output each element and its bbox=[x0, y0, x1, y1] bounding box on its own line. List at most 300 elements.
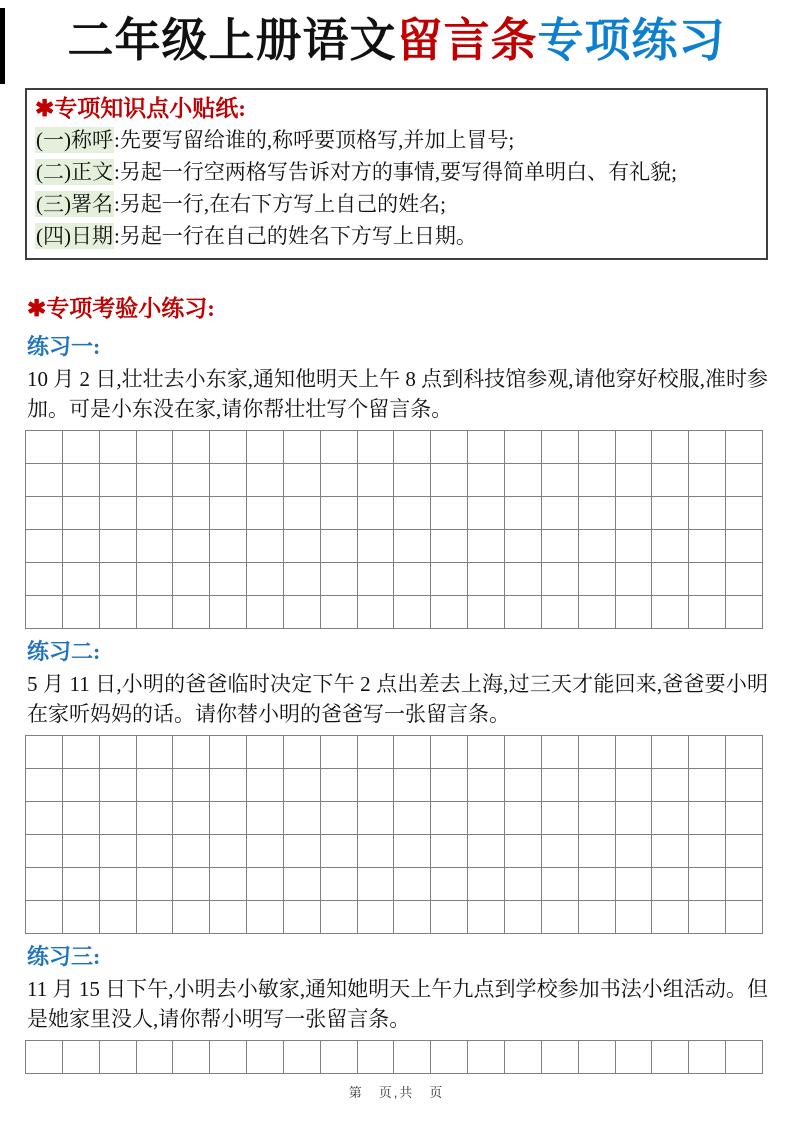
grid-cell[interactable] bbox=[615, 736, 652, 769]
tip-text: :先要写留给谁的,称呼要顶格写,并加上冒号; bbox=[114, 128, 515, 152]
grid-row bbox=[26, 596, 763, 629]
grid-cell[interactable] bbox=[247, 563, 284, 596]
grid-cell[interactable] bbox=[689, 901, 726, 934]
grid-cell[interactable] bbox=[689, 563, 726, 596]
grid-cell[interactable] bbox=[652, 1041, 689, 1074]
grid-cell[interactable] bbox=[173, 1041, 210, 1074]
grid-cell[interactable] bbox=[726, 431, 763, 464]
grid-cell[interactable] bbox=[283, 431, 320, 464]
tip-text: :另起一行在自己的姓名下方写上日期。 bbox=[114, 224, 477, 248]
grid-cell[interactable] bbox=[247, 868, 284, 901]
grid-cell[interactable] bbox=[320, 563, 357, 596]
grid-cell[interactable] bbox=[136, 431, 173, 464]
grid-cell[interactable] bbox=[99, 497, 136, 530]
exercise-label: 练习一: bbox=[27, 334, 101, 359]
grid-cell[interactable] bbox=[210, 901, 247, 934]
grid-cell[interactable] bbox=[357, 736, 394, 769]
grid-cell[interactable] bbox=[62, 530, 99, 563]
grid-cell[interactable] bbox=[615, 530, 652, 563]
grid-cell[interactable] bbox=[689, 835, 726, 868]
grid-cell[interactable] bbox=[173, 464, 210, 497]
grid-cell[interactable] bbox=[26, 431, 63, 464]
grid-cell[interactable] bbox=[468, 563, 505, 596]
tip-item bbox=[35, 124, 756, 156]
grid-cell[interactable] bbox=[210, 769, 247, 802]
grid-cell[interactable] bbox=[99, 431, 136, 464]
grid-cell[interactable] bbox=[726, 868, 763, 901]
grid-cell[interactable] bbox=[210, 497, 247, 530]
grid-cell[interactable] bbox=[99, 769, 136, 802]
grid-cell[interactable] bbox=[541, 530, 578, 563]
grid-cell[interactable] bbox=[468, 868, 505, 901]
grid-cell[interactable] bbox=[283, 464, 320, 497]
grid-cell[interactable] bbox=[394, 530, 431, 563]
grid-cell[interactable] bbox=[210, 530, 247, 563]
grid-cell[interactable] bbox=[320, 530, 357, 563]
grid-cell[interactable] bbox=[726, 464, 763, 497]
grid-cell[interactable] bbox=[615, 464, 652, 497]
grid-cell[interactable] bbox=[320, 1041, 357, 1074]
grid-cell[interactable] bbox=[504, 736, 541, 769]
grid-cell[interactable] bbox=[504, 802, 541, 835]
grid-cell[interactable] bbox=[541, 835, 578, 868]
grid-cell[interactable] bbox=[652, 596, 689, 629]
grid-cell[interactable] bbox=[468, 835, 505, 868]
grid-cell[interactable] bbox=[615, 431, 652, 464]
writing-grid[interactable] bbox=[25, 1040, 763, 1074]
grid-cell[interactable] bbox=[541, 497, 578, 530]
grid-cell[interactable] bbox=[99, 868, 136, 901]
grid-row bbox=[26, 901, 763, 934]
grid-cell[interactable] bbox=[173, 530, 210, 563]
writing-grid[interactable] bbox=[25, 430, 763, 629]
tip-item bbox=[35, 188, 756, 220]
grid-cell[interactable] bbox=[247, 835, 284, 868]
exercise-label: 练习二: bbox=[27, 639, 101, 664]
grid-cell[interactable] bbox=[468, 736, 505, 769]
grid-cell[interactable] bbox=[726, 901, 763, 934]
grid-cell[interactable] bbox=[504, 835, 541, 868]
grid-cell[interactable] bbox=[210, 464, 247, 497]
grid-cell[interactable] bbox=[578, 464, 615, 497]
grid-cell[interactable] bbox=[394, 901, 431, 934]
grid-cell[interactable] bbox=[541, 901, 578, 934]
grid-cell[interactable] bbox=[136, 563, 173, 596]
grid-cell[interactable] bbox=[578, 868, 615, 901]
grid-cell[interactable] bbox=[210, 736, 247, 769]
exercise-prompt: 10 月 2 日,壮壮去小东家,通知他明天上午 8 点到科技馆参观,请他穿好校服,准时参加。可是小东没在家,请你帮壮壮写个留言条。 bbox=[27, 367, 768, 421]
grid-cell[interactable] bbox=[283, 901, 320, 934]
grid-cell[interactable] bbox=[173, 769, 210, 802]
grid-cell[interactable] bbox=[247, 497, 284, 530]
grid-cell[interactable] bbox=[541, 736, 578, 769]
grid-cell[interactable] bbox=[431, 1041, 468, 1074]
grid-row bbox=[26, 736, 763, 769]
grid-cell[interactable] bbox=[394, 835, 431, 868]
grid-cell[interactable] bbox=[652, 802, 689, 835]
grid-cell[interactable] bbox=[726, 563, 763, 596]
grid-cell[interactable] bbox=[394, 596, 431, 629]
grid-cell[interactable] bbox=[431, 769, 468, 802]
grid-cell[interactable] bbox=[320, 736, 357, 769]
grid-cell[interactable] bbox=[99, 530, 136, 563]
grid-cell[interactable] bbox=[504, 1041, 541, 1074]
grid-cell[interactable] bbox=[136, 802, 173, 835]
grid-cell[interactable] bbox=[357, 596, 394, 629]
grid-cell[interactable] bbox=[652, 901, 689, 934]
grid-cell[interactable] bbox=[357, 497, 394, 530]
grid-cell[interactable] bbox=[578, 736, 615, 769]
grid-cell[interactable] bbox=[26, 769, 63, 802]
grid-cell[interactable] bbox=[394, 1041, 431, 1074]
grid-cell[interactable] bbox=[320, 868, 357, 901]
grid-cell[interactable] bbox=[247, 736, 284, 769]
grid-cell[interactable] bbox=[247, 901, 284, 934]
grid-cell[interactable] bbox=[62, 596, 99, 629]
grid-cell[interactable] bbox=[320, 802, 357, 835]
grid-cell[interactable] bbox=[357, 530, 394, 563]
grid-cell[interactable] bbox=[652, 563, 689, 596]
grid-cell[interactable] bbox=[652, 431, 689, 464]
grid-cell[interactable] bbox=[689, 497, 726, 530]
grid-cell[interactable] bbox=[210, 596, 247, 629]
grid-cell[interactable] bbox=[62, 497, 99, 530]
tip-label-highlight: (四)日期 bbox=[36, 224, 113, 248]
grid-cell[interactable] bbox=[136, 769, 173, 802]
grid-cell[interactable] bbox=[504, 769, 541, 802]
grid-cell[interactable] bbox=[173, 563, 210, 596]
grid-cell[interactable] bbox=[99, 563, 136, 596]
grid-cell[interactable] bbox=[689, 769, 726, 802]
grid-cell[interactable] bbox=[541, 431, 578, 464]
grid-cell[interactable] bbox=[431, 802, 468, 835]
grid-cell[interactable] bbox=[504, 868, 541, 901]
tip-label-highlight: (三)署名 bbox=[36, 192, 113, 216]
grid-cell[interactable] bbox=[652, 868, 689, 901]
grid-cell[interactable] bbox=[541, 464, 578, 497]
grid-row bbox=[26, 868, 763, 901]
grid-cell[interactable] bbox=[210, 1041, 247, 1074]
grid-cell[interactable] bbox=[652, 835, 689, 868]
grid-cell[interactable] bbox=[283, 596, 320, 629]
grid-cell[interactable] bbox=[431, 431, 468, 464]
grid-cell[interactable] bbox=[62, 802, 99, 835]
grid-cell[interactable] bbox=[283, 736, 320, 769]
grid-cell[interactable] bbox=[62, 431, 99, 464]
grid-cell[interactable] bbox=[173, 868, 210, 901]
grid-cell[interactable] bbox=[26, 802, 63, 835]
grid-cell[interactable] bbox=[578, 497, 615, 530]
practice-header: ✱专项考验小练习: bbox=[27, 296, 215, 321]
grid-row bbox=[26, 563, 763, 596]
grid-cell[interactable] bbox=[26, 736, 63, 769]
grid-cell[interactable] bbox=[320, 596, 357, 629]
grid-cell[interactable] bbox=[283, 497, 320, 530]
title-part-topic: 留言条 bbox=[396, 14, 538, 66]
grid-cell[interactable] bbox=[394, 563, 431, 596]
grid-cell[interactable] bbox=[247, 530, 284, 563]
grid-cell[interactable] bbox=[578, 802, 615, 835]
grid-cell[interactable] bbox=[26, 596, 63, 629]
grid-cell[interactable] bbox=[62, 464, 99, 497]
grid-cell[interactable] bbox=[283, 835, 320, 868]
grid-cell[interactable] bbox=[726, 802, 763, 835]
tip-label-highlight: (二)正文 bbox=[36, 160, 113, 184]
grid-cell[interactable] bbox=[468, 464, 505, 497]
grid-cell[interactable] bbox=[62, 835, 99, 868]
grid-cell[interactable] bbox=[615, 901, 652, 934]
grid-cell[interactable] bbox=[62, 868, 99, 901]
grid-cell[interactable] bbox=[173, 596, 210, 629]
grid-cell[interactable] bbox=[62, 1041, 99, 1074]
grid-cell[interactable] bbox=[578, 901, 615, 934]
grid-cell[interactable] bbox=[136, 497, 173, 530]
grid-cell[interactable] bbox=[504, 431, 541, 464]
grid-cell[interactable] bbox=[357, 431, 394, 464]
grid-cell[interactable] bbox=[652, 497, 689, 530]
grid-cell[interactable] bbox=[26, 1041, 63, 1074]
grid-cell[interactable] bbox=[320, 464, 357, 497]
grid-cell[interactable] bbox=[615, 835, 652, 868]
grid-cell[interactable] bbox=[468, 901, 505, 934]
tip-item bbox=[35, 220, 756, 252]
grid-cell[interactable] bbox=[173, 497, 210, 530]
page-title bbox=[0, 0, 793, 70]
grid-cell[interactable] bbox=[541, 563, 578, 596]
grid-cell[interactable] bbox=[689, 530, 726, 563]
grid-cell[interactable] bbox=[394, 497, 431, 530]
grid-cell[interactable] bbox=[504, 530, 541, 563]
grid-cell[interactable] bbox=[394, 431, 431, 464]
grid-cell[interactable] bbox=[431, 736, 468, 769]
grid-cell[interactable] bbox=[726, 769, 763, 802]
grid-cell[interactable] bbox=[210, 431, 247, 464]
grid-cell[interactable] bbox=[578, 596, 615, 629]
writing-grid[interactable] bbox=[25, 735, 763, 934]
grid-cell[interactable] bbox=[173, 901, 210, 934]
grid-cell[interactable] bbox=[62, 769, 99, 802]
grid-cell[interactable] bbox=[468, 530, 505, 563]
grid-cell[interactable] bbox=[504, 497, 541, 530]
grid-cell[interactable] bbox=[615, 563, 652, 596]
grid-cell[interactable] bbox=[431, 563, 468, 596]
grid-cell[interactable] bbox=[283, 868, 320, 901]
exercise-prompt: 5 月 11 日,小明的爸爸临时决定下午 2 点出差去上海,过三天才能回来,爸爸要小明在家听妈妈的话。请你替小明的爸爸写一张留言条。 bbox=[27, 672, 768, 726]
grid-cell[interactable] bbox=[357, 901, 394, 934]
grid-cell[interactable] bbox=[26, 464, 63, 497]
grid-cell[interactable] bbox=[652, 769, 689, 802]
grid-cell[interactable] bbox=[173, 835, 210, 868]
grid-cell[interactable] bbox=[689, 736, 726, 769]
grid-cell[interactable] bbox=[247, 464, 284, 497]
grid-cell[interactable] bbox=[283, 530, 320, 563]
grid-cell[interactable] bbox=[431, 901, 468, 934]
grid-cell[interactable] bbox=[62, 563, 99, 596]
grid-cell[interactable] bbox=[99, 464, 136, 497]
grid-cell[interactable] bbox=[726, 835, 763, 868]
grid-cell[interactable] bbox=[578, 835, 615, 868]
grid-row bbox=[26, 802, 763, 835]
grid-cell[interactable] bbox=[652, 736, 689, 769]
grid-cell[interactable] bbox=[431, 596, 468, 629]
grid-cell[interactable] bbox=[283, 563, 320, 596]
grid-cell[interactable] bbox=[541, 802, 578, 835]
tip-label-highlight: (一)称呼 bbox=[36, 128, 113, 152]
grid-cell[interactable] bbox=[99, 835, 136, 868]
grid-cell[interactable] bbox=[283, 802, 320, 835]
grid-cell[interactable] bbox=[431, 868, 468, 901]
grid-cell[interactable] bbox=[357, 868, 394, 901]
grid-cell[interactable] bbox=[689, 802, 726, 835]
exercise-1 bbox=[0, 332, 793, 629]
grid-cell[interactable] bbox=[652, 530, 689, 563]
grid-cell[interactable] bbox=[283, 1041, 320, 1074]
exercise-3 bbox=[0, 942, 793, 1074]
grid-cell[interactable] bbox=[652, 464, 689, 497]
tips-list bbox=[35, 124, 756, 252]
grid-cell[interactable] bbox=[210, 868, 247, 901]
grid-cell[interactable] bbox=[689, 868, 726, 901]
grid-cell[interactable] bbox=[689, 431, 726, 464]
grid-cell[interactable] bbox=[541, 1041, 578, 1074]
grid-cell[interactable] bbox=[26, 497, 63, 530]
grid-cell[interactable] bbox=[431, 835, 468, 868]
grid-cell[interactable] bbox=[504, 596, 541, 629]
title-part-course: 二年级上册语文 bbox=[67, 14, 397, 66]
grid-cell[interactable] bbox=[726, 736, 763, 769]
grid-cell[interactable] bbox=[173, 802, 210, 835]
grid-cell[interactable] bbox=[468, 769, 505, 802]
grid-cell[interactable] bbox=[320, 901, 357, 934]
grid-cell[interactable] bbox=[726, 530, 763, 563]
grid-cell[interactable] bbox=[247, 769, 284, 802]
grid-cell[interactable] bbox=[541, 868, 578, 901]
grid-cell[interactable] bbox=[320, 497, 357, 530]
grid-cell[interactable] bbox=[431, 464, 468, 497]
grid-cell[interactable] bbox=[468, 1041, 505, 1074]
grid-cell[interactable] bbox=[431, 530, 468, 563]
grid-cell[interactable] bbox=[394, 802, 431, 835]
grid-cell[interactable] bbox=[394, 769, 431, 802]
grid-cell[interactable] bbox=[394, 736, 431, 769]
grid-cell[interactable] bbox=[468, 596, 505, 629]
grid-cell[interactable] bbox=[247, 802, 284, 835]
grid-cell[interactable] bbox=[62, 901, 99, 934]
grid-cell[interactable] bbox=[578, 530, 615, 563]
title-part-practice: 专项练习 bbox=[537, 14, 726, 66]
grid-cell[interactable] bbox=[26, 835, 63, 868]
grid-cell[interactable] bbox=[578, 769, 615, 802]
grid-row bbox=[26, 464, 763, 497]
grid-cell[interactable] bbox=[726, 1041, 763, 1074]
grid-row bbox=[26, 530, 763, 563]
grid-cell[interactable] bbox=[357, 563, 394, 596]
grid-cell[interactable] bbox=[578, 1041, 615, 1074]
grid-cell[interactable] bbox=[26, 868, 63, 901]
tips-box bbox=[25, 88, 768, 260]
grid-cell[interactable] bbox=[357, 802, 394, 835]
grid-cell[interactable] bbox=[62, 736, 99, 769]
grid-cell[interactable] bbox=[357, 835, 394, 868]
grid-cell[interactable] bbox=[615, 868, 652, 901]
grid-cell[interactable] bbox=[615, 596, 652, 629]
grid-cell[interactable] bbox=[504, 464, 541, 497]
grid-cell[interactable] bbox=[357, 769, 394, 802]
grid-cell[interactable] bbox=[136, 464, 173, 497]
scan-artifact-bar bbox=[0, 8, 5, 84]
grid-cell[interactable] bbox=[468, 431, 505, 464]
grid-cell[interactable] bbox=[210, 563, 247, 596]
exercise-2 bbox=[0, 637, 793, 934]
grid-cell[interactable] bbox=[578, 563, 615, 596]
grid-cell[interactable] bbox=[247, 431, 284, 464]
grid-cell[interactable] bbox=[320, 431, 357, 464]
grid-cell[interactable] bbox=[247, 596, 284, 629]
grid-cell[interactable] bbox=[283, 769, 320, 802]
grid-cell[interactable] bbox=[615, 802, 652, 835]
grid-cell[interactable] bbox=[26, 563, 63, 596]
grid-cell[interactable] bbox=[541, 769, 578, 802]
grid-cell[interactable] bbox=[431, 497, 468, 530]
grid-cell[interactable] bbox=[99, 1041, 136, 1074]
grid-cell[interactable] bbox=[136, 1041, 173, 1074]
grid-cell[interactable] bbox=[173, 431, 210, 464]
grid-cell[interactable] bbox=[136, 736, 173, 769]
grid-cell[interactable] bbox=[541, 596, 578, 629]
grid-cell[interactable] bbox=[615, 1041, 652, 1074]
grid-cell[interactable] bbox=[136, 835, 173, 868]
grid-cell[interactable] bbox=[26, 530, 63, 563]
grid-cell[interactable] bbox=[210, 802, 247, 835]
grid-cell[interactable] bbox=[468, 497, 505, 530]
tip-text: :另起一行,在右下方写上自己的姓名; bbox=[114, 192, 446, 216]
grid-cell[interactable] bbox=[320, 769, 357, 802]
grid-cell[interactable] bbox=[99, 802, 136, 835]
tip-item bbox=[35, 156, 756, 188]
grid-cell[interactable] bbox=[99, 901, 136, 934]
grid-cell[interactable] bbox=[99, 736, 136, 769]
grid-cell[interactable] bbox=[357, 1041, 394, 1074]
grid-cell[interactable] bbox=[689, 596, 726, 629]
grid-cell[interactable] bbox=[136, 596, 173, 629]
grid-cell[interactable] bbox=[357, 464, 394, 497]
tips-header: ✱专项知识点小贴纸: bbox=[35, 96, 246, 121]
grid-row bbox=[26, 769, 763, 802]
grid-cell[interactable] bbox=[247, 1041, 284, 1074]
grid-cell[interactable] bbox=[615, 497, 652, 530]
grid-cell[interactable] bbox=[136, 530, 173, 563]
grid-cell[interactable] bbox=[504, 901, 541, 934]
grid-cell[interactable] bbox=[320, 835, 357, 868]
grid-cell[interactable] bbox=[99, 596, 136, 629]
grid-cell[interactable] bbox=[468, 802, 505, 835]
grid-cell[interactable] bbox=[504, 563, 541, 596]
grid-cell[interactable] bbox=[689, 1041, 726, 1074]
grid-cell[interactable] bbox=[726, 497, 763, 530]
grid-cell[interactable] bbox=[26, 901, 63, 934]
grid-cell[interactable] bbox=[615, 769, 652, 802]
grid-cell[interactable] bbox=[210, 835, 247, 868]
grid-cell[interactable] bbox=[689, 464, 726, 497]
grid-cell[interactable] bbox=[394, 868, 431, 901]
grid-cell[interactable] bbox=[136, 868, 173, 901]
exercises-container bbox=[0, 332, 793, 1074]
grid-cell[interactable] bbox=[136, 901, 173, 934]
grid-cell[interactable] bbox=[578, 431, 615, 464]
grid-cell[interactable] bbox=[173, 736, 210, 769]
grid-cell[interactable] bbox=[394, 464, 431, 497]
grid-cell[interactable] bbox=[726, 596, 763, 629]
